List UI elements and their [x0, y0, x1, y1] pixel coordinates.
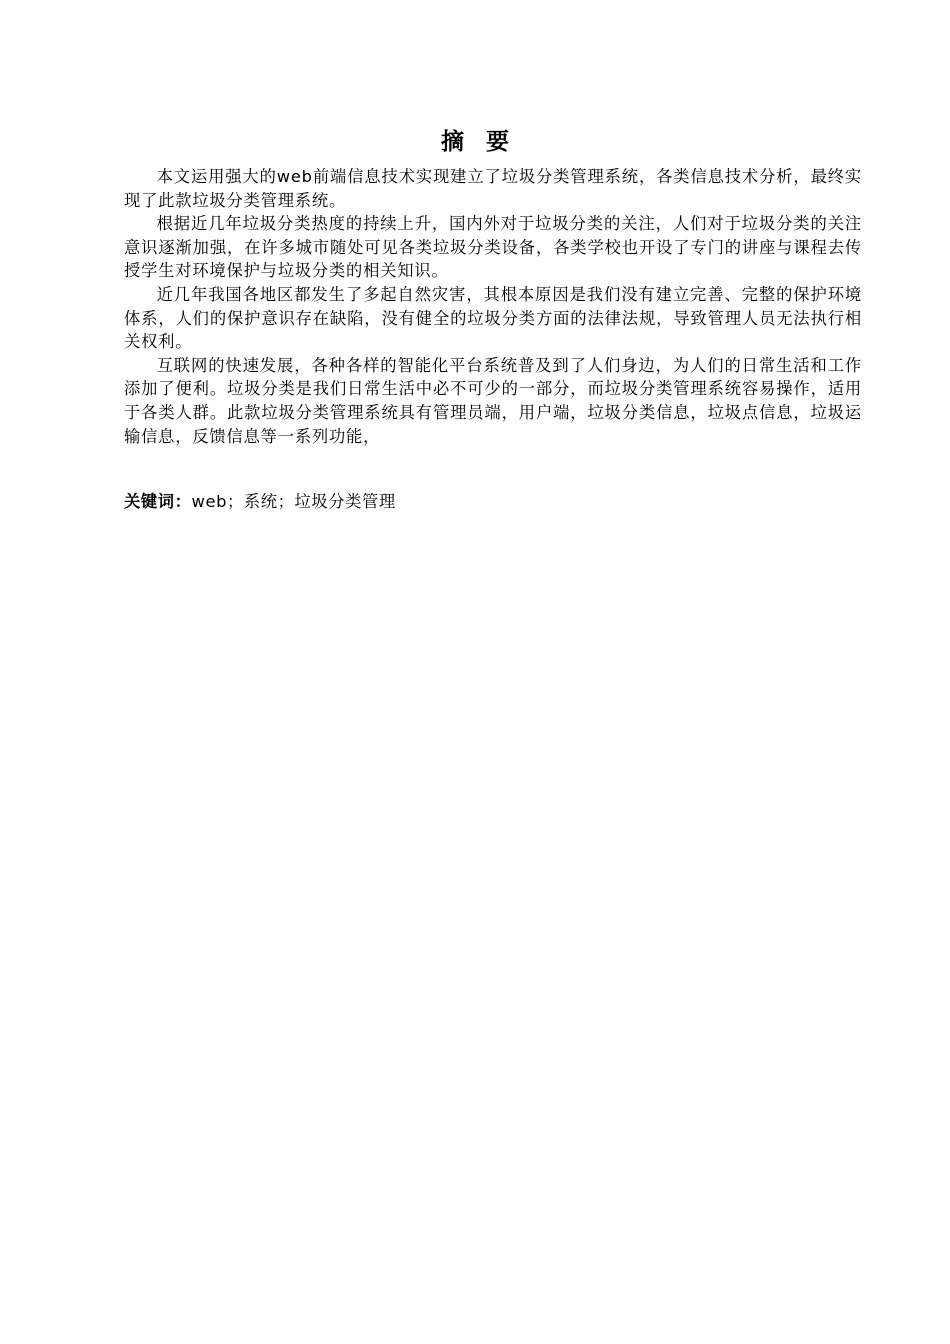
abstract-paragraph-4: 互联网的快速发展，各种各样的智能化平台系统普及到了人们身边，为人们的日常生活和工作添加了便利。垃圾分类是我们日常生活中必不可少的一部分，而垃圾分类管理系统容易操作，适用于各类人群。此款垃圾分类管理系统具有管理员端，用户端，垃圾分类信息，垃圾点信息，垃圾运输信息，反馈信息等一系列功能，: [124, 355, 862, 446]
abstract-paragraph-3: 近几年我国各地区都发生了多起自然灾害，其根本原因是我们没有建立完善、完整的保护环境体系，人们的保护意识存在缺陷，没有健全的垃圾分类方面的法律法规，导致管理人员无法执行相关权利。: [124, 284, 862, 352]
keywords-line: [124, 490, 862, 514]
keywords-value: web；系统；垃圾分类管理: [191, 492, 396, 511]
abstract-body: [124, 165, 862, 448]
keywords-label: 关键词：: [124, 492, 192, 511]
abstract-paragraph-1: 本文运用强大的web前端信息技术实现建立了垃圾分类管理系统，各类信息技术分析，最终实现了此款垃圾分类管理系统。: [124, 167, 862, 210]
abstract-title: 摘要: [441, 128, 531, 155]
abstract-paragraph-2: 根据近几年垃圾分类热度的持续上升，国内外对于垃圾分类的关注，人们对于垃圾分类的关注意识逐渐加强，在许多城市随处可见各类垃圾分类设备，各类学校也开设了专门的讲座与课程去传授学生对环境保护与垃圾分类的相关知识。: [124, 214, 862, 281]
